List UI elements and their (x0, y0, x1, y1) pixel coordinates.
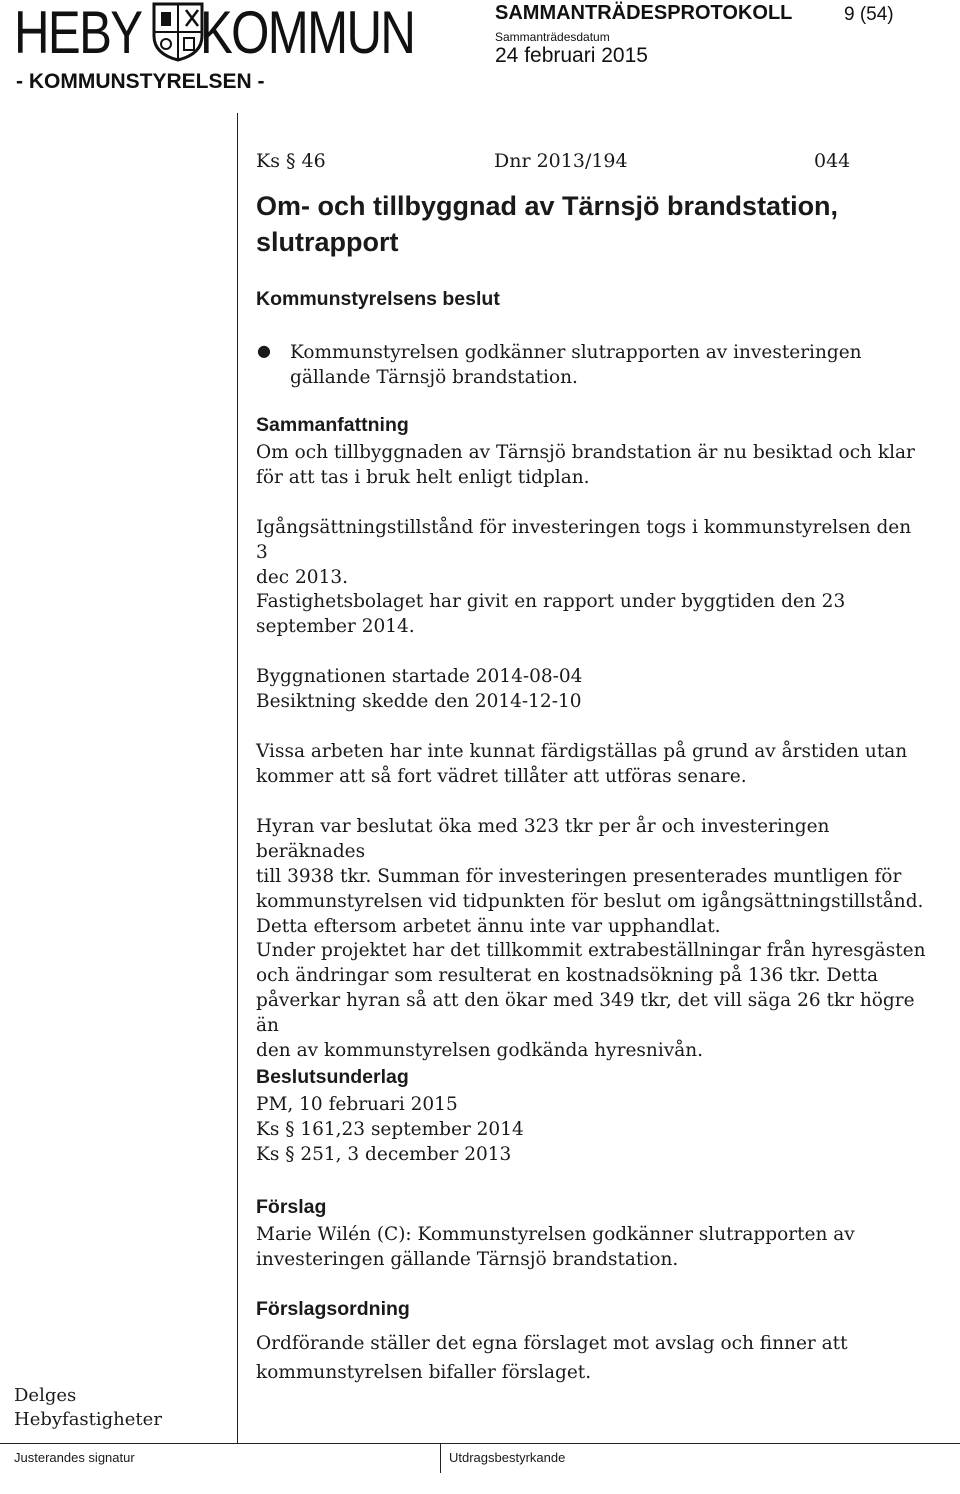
forslagsordning-text: Ordförande ställer det egna förslaget mot avslag och finner att kommunstyrelsen bifaller förslaget. (256, 1333, 848, 1383)
sammanfattning-paragraph-6: Hyran var beslutat öka med 323 tkr per år och investeringen beräknades till 3938 tkr. Summan för investeringen presenterades muntligen för kommunstyrelsen vid tidpunkten för beslut om igångsättningstillstånd. Detta eftersom arbetet ännu inte var upphandlat. (256, 816, 924, 937)
sammanfattning-paragraph-4: Byggnationen startade 2014-08-04 Besiktning skedde den 2014-12-10 (256, 666, 583, 712)
heby-kommun-logo (14, 0, 415, 66)
forslag-heading: Förslag (256, 1196, 327, 1218)
beslut-heading: Kommunstyrelsens beslut (256, 288, 500, 310)
sammanfattning-paragraph-7: Under projektet har det tillkommit extrabeställningar från hyresgästen och ändringar som resulterat en kostnadsökning på 136 tkr. Detta påverkar hyran så att den ökar med 349 tkr, det vill säga 26 tkr högre än den av kommunstyrelsen godkända hyresnivån. (256, 940, 926, 1061)
footer-certification-label: Utdragsbestyrkande (449, 1450, 566, 1465)
footer-rule (0, 1443, 960, 1444)
sammanfattning-paragraph-2: Igångsättningstillstånd för investeringen togs i kommunstyrelsen den 3 dec 2013. (256, 517, 912, 588)
footer-divider (440, 1443, 441, 1473)
beslutsunderlag-list: PM, 10 februari 2015 Ks § 161,23 september 2014 Ks § 251, 3 december 2013 (256, 1094, 524, 1165)
beslutsunderlag-heading: Beslutsunderlag (256, 1066, 409, 1088)
sammanfattning-heading: Sammanfattning (256, 414, 409, 436)
sammanfattning-paragraph-1: Om och tillbyggnaden av Tärnsjö brandstation är nu besiktad och klar för att tas i bruk helt enligt tidplan. (256, 442, 915, 488)
bullet-icon: ● (257, 341, 271, 360)
beslut-bullet: Kommunstyrelsen godkänner slutrapporten av investeringen gällande Tärnsjö brandstation. (290, 342, 862, 388)
case-dnr: Dnr 2013/194 (494, 150, 628, 172)
sammanfattning-paragraph-5: Vissa arbeten har inte kunnat färdigställas på grund av årstiden utan kommer att så fort vädret tillåter att utföras senare. (256, 741, 908, 787)
case-code: 044 (814, 150, 851, 172)
coat-of-arms-icon (150, 2, 206, 62)
page-number: 9 (54) (844, 4, 894, 25)
meeting-date-label: Sammanträdesdatum (495, 30, 610, 44)
case-title: Om- och tillbyggnad av Tärnsjö brandstation, slutrapport (256, 191, 839, 257)
forslagsordning-heading: Förslagsordning (256, 1298, 410, 1320)
delges-recipient: Hebyfastigheter (14, 1409, 162, 1430)
meeting-date: 24 februari 2015 (495, 44, 648, 67)
margin-rule (237, 113, 238, 1443)
delges-label: Delges (14, 1385, 77, 1406)
logo-text-heby: HEBY (14, 0, 142, 66)
case-reference: Ks § 46 (256, 150, 326, 172)
footer-signature-label: Justerandes signatur (14, 1450, 135, 1465)
logo-text-kommun: KOMMUN (200, 0, 415, 66)
forslag-text: Marie Wilén (C): Kommunstyrelsen godkänner slutrapporten av investeringen gällande Tärnsjö brandstation. (256, 1224, 855, 1270)
department-name: - KOMMUNSTYRELSEN - (16, 70, 265, 93)
sammanfattning-paragraph-3: Fastighetsbolaget har givit en rapport under byggtiden den 23 september 2014. (256, 591, 846, 637)
protocol-title: SAMMANTRÄDESPROTOKOLL (495, 2, 793, 24)
